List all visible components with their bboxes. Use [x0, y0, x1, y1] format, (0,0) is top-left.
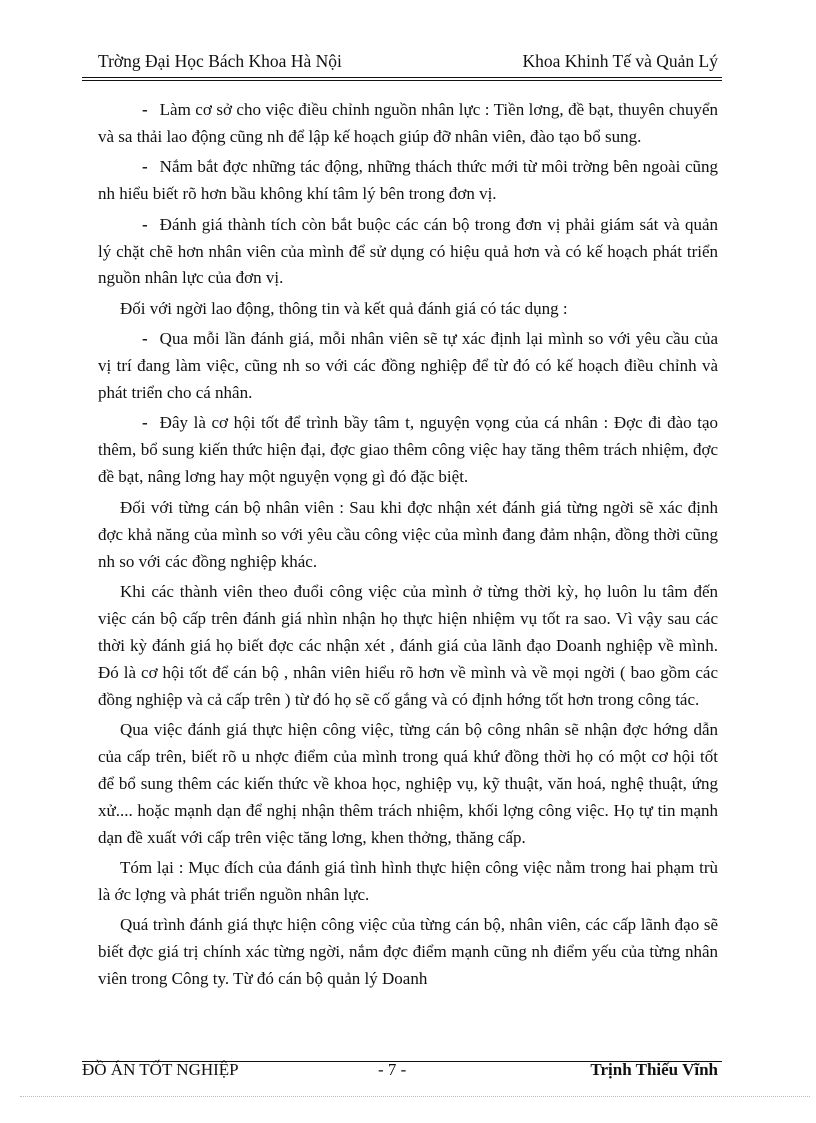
- paragraph-text: Nắm bắt đợc những tác động, những thách thức mới từ môi trờng bên ngoài cũng nh hiểu biết rõ hơn bầu không khí tâm lý bên trong đơn vị.: [98, 157, 718, 204]
- bullet-dash: -: [142, 413, 148, 433]
- paragraph-text: Quá trình đánh giá thực hiện công việc của từng cán bộ, nhân viên, các cấp lãnh đạo sẽ biết đợc giá trị chính xác từng ngời, nắm đợc điểm mạnh cũng nh điểm yếu của từng nhân viên trong Công ty. Từ đó cán bộ quản lý Doanh: [98, 915, 718, 989]
- paragraph-text: Đối với từng cán bộ nhân viên : Sau khi đợc nhận xét đánh giá từng ngời sẽ xác định đợc khả năng của mình so với yêu cầu công việc của mình đang đảm nhận, đồng thời cũng nh so với các đồng nghiệp khác.: [98, 497, 718, 571]
- bullet-paragraph: [98, 97, 718, 151]
- bullet-dash: -: [142, 329, 148, 349]
- paragraph: [98, 717, 718, 852]
- document-body: [98, 97, 718, 997]
- paragraph: [98, 296, 718, 323]
- footer-thesis-label: ĐỒ ÁN TỐT NGHIỆP: [82, 1060, 239, 1079]
- header-rule-thin: [82, 80, 722, 81]
- paragraph-text: Làm cơ sở cho việc điều chỉnh nguồn nhân lực : Tiền lơng, đề bạt, thuyên chuyển và sa thải lao động cũng nh để lập kế hoạch giúp đỡ nhân viên, đào tạo bổ sung.: [98, 100, 718, 146]
- paragraph-text: Qua việc đánh giá thực hiện công việc, từng cán bộ công nhân sẽ nhận đợc hớng dẫn của cấp trên, biết rõ u nhợc điểm của mình trong quá khứ đồng thời họ có một cơ hội tốt để bổ sung thêm các kiến thức về khoa học, nghiệp vụ, kỹ thuật, văn hoá, nghệ thuật, ứng xử.... hoặc mạnh dạn để nghị nhận thêm trách nhiệm, khối lợng công việc. Họ tự tin mạnh dạn đề xuất với cấp trên việc tăng lơng, khen thởng, thăng cấp.: [98, 719, 718, 847]
- paragraph-text: Đây là cơ hội tốt để trình bầy tâm t, nguyện vọng của cá nhân : Đợc đi đào tạo thêm, bổ sung kiến thức hiện đại, đợc giao thêm công việc hay tăng thêm trách nhiệm, đợc đề bạt, nâng lơng hay một nguyện vọng gì đó đặc biệt.: [98, 413, 718, 487]
- paragraph: [98, 855, 718, 909]
- header-faculty: Khoa Khinh Tế và Quản Lý: [522, 51, 718, 71]
- bullet-dash: -: [142, 157, 148, 177]
- header-rule: [82, 77, 722, 78]
- paragraph-text: Qua mỗi lần đánh giá, mỗi nhân viên sẽ tự xác định lại mình so với yêu cầu của vị trí đang làm việc, cũng nh so với các đồng nghiệp để từ đó có kế hoạch điều chỉnh và phát triển cho cá nhân.: [98, 329, 718, 403]
- header-school: Trờng Đại Học Bách Khoa Hà Nội: [98, 51, 342, 71]
- paragraph-text: Khi các thành viên theo đuổi công việc của mình ở từng thời kỳ, họ luôn lu tâm đến việc cán bộ cấp trên đánh giá nhìn nhận họ thực hiện nhiệm vụ tốt ra sao. Vì vậy sau các thời kỳ đánh giá họ biết đợc các nhận xét , đánh giá của lãnh đạo Doanh nghiệp về mình. Đó là cơ hội tốt để cán bộ , nhân viên hiểu rõ hơn về mình và về mọi ngời ( bao gồm các đồng nghiệp và cả cấp trên ) từ đó họ sẽ cố gắng và có định hớng tốt hơn trong công tác.: [98, 581, 718, 709]
- bullet-paragraph: [98, 410, 718, 491]
- page-footer: [82, 1059, 718, 1083]
- paragraph-text: Đánh giá thành tích còn bắt buộc các cán bộ trong đơn vị phải giám sát và quản lý chặt chẽ hơn nhân viên của mình để sử dụng có hiệu quả hơn và có kế hoạch phát triển nguồn nhân lực của đơn vị.: [98, 214, 718, 288]
- paragraph: [98, 579, 718, 714]
- footer-author: Trịnh Thiếu Vĩnh: [590, 1060, 718, 1079]
- bullet-dash: -: [142, 214, 148, 234]
- paragraph: [98, 495, 718, 576]
- paragraph-text: Tóm lại : Mục đích của đánh giá tình hình thực hiện công việc nằm trong hai phạm trù là ớc lợng và phát triển nguồn nhân lực.: [98, 857, 718, 904]
- paragraph-text: Đối với ngời lao động, thông tin và kết quả đánh giá có tác dụng :: [120, 298, 568, 318]
- bullet-paragraph: [98, 212, 718, 293]
- bullet-paragraph: [98, 326, 718, 407]
- page-number: - 7 -: [378, 1060, 407, 1079]
- page-bottom-dotted-line: [20, 1096, 810, 1097]
- paragraph: [98, 912, 718, 993]
- bullet-dash: -: [142, 100, 148, 119]
- page-header: [98, 50, 718, 74]
- bullet-paragraph: [98, 154, 718, 208]
